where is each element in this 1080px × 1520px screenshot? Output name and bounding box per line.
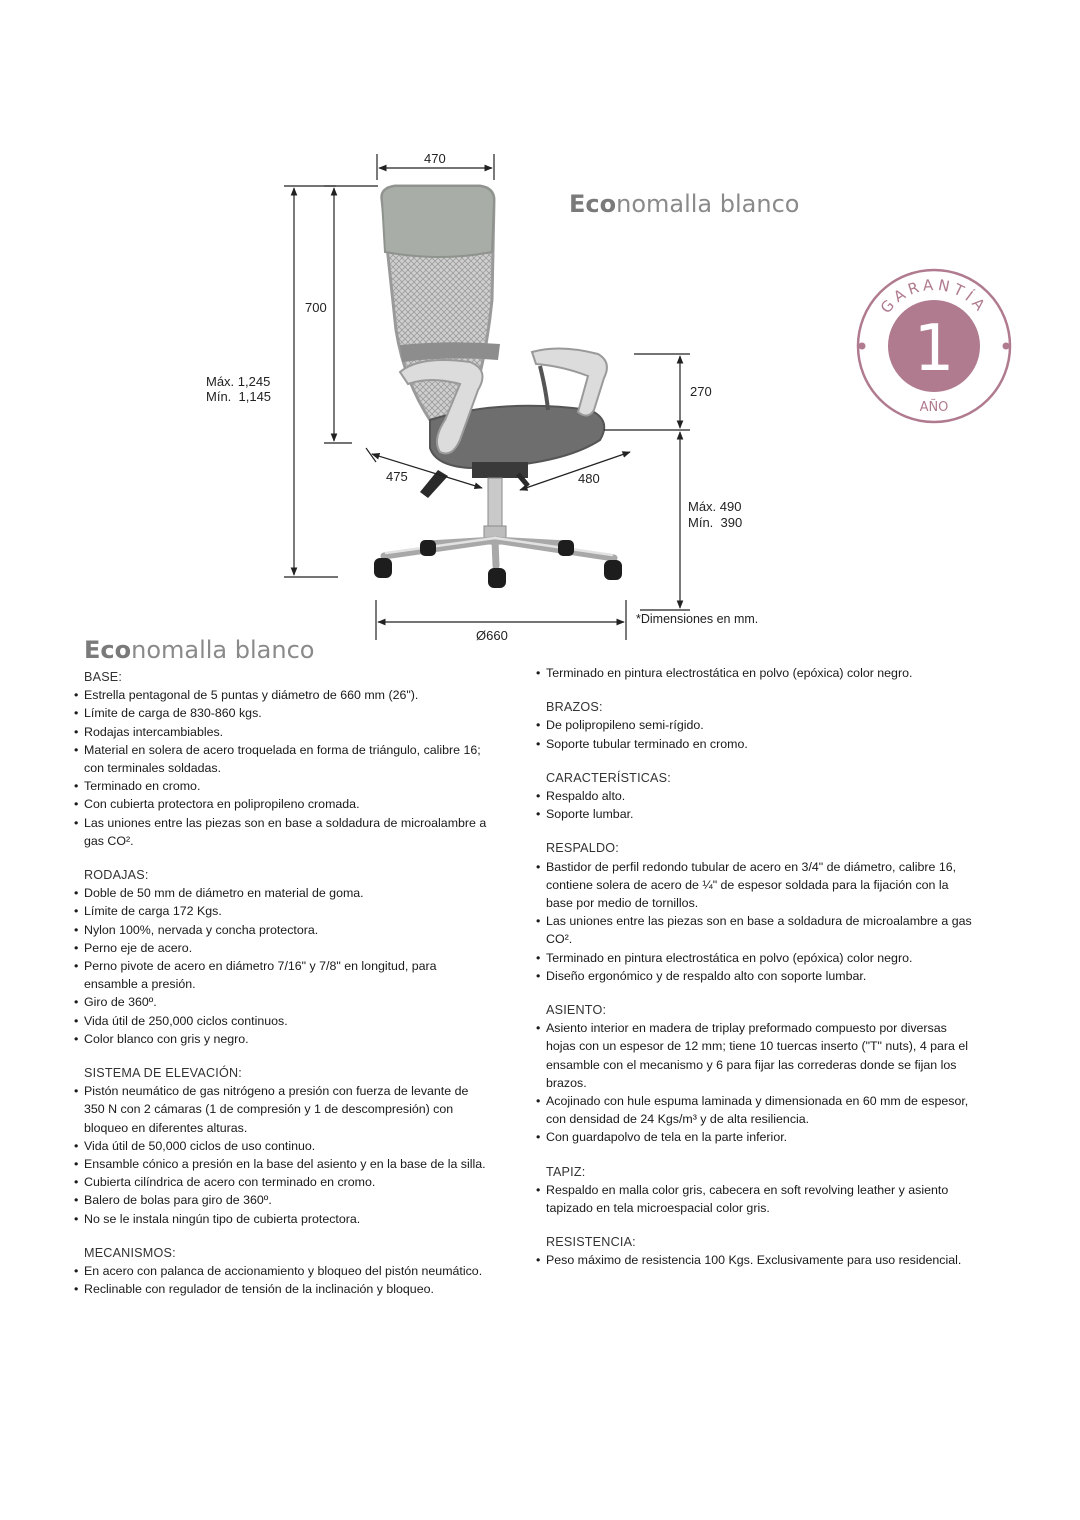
section-title: RESISTENCIA: [546, 1235, 636, 1250]
dim-seat-height-max: Máx. 490 [688, 499, 742, 514]
spec-item: • Reclinable con regulador de tensión de la inclinación y bloqueo. [74, 1280, 488, 1298]
warranty-bottom-text: AÑO [919, 400, 949, 415]
section-elevacion [74, 1064, 488, 1228]
spec-item: • Pistón neumático de gas nitrógeno a presión con fuerza de levante de 350 N con 2 cámaras (1 de compresión y 1 de descompresión) con bloqueo en diferentes alturas. [74, 1082, 488, 1137]
dimensions-note: *Dimensiones en mm. [636, 612, 759, 626]
section-rodajas [74, 866, 488, 1048]
spec-item: • Soporte tubular terminado en cromo. [536, 735, 976, 753]
spec-item: • Estrella pentagonal de 5 puntas y diámetro de 660 mm (26"). [74, 686, 488, 704]
spec-item: • Peso máximo de resistencia 100 Kgs. Exclusivamente para uso residencial. [536, 1251, 976, 1269]
section-tapiz [536, 1163, 976, 1218]
warranty-seal [852, 268, 1016, 424]
dim-arm-height: 270 [690, 384, 712, 399]
section-base-cont [536, 664, 976, 682]
title-brand: Eco [569, 190, 617, 218]
title-name: nomalla blanco [616, 190, 800, 218]
dim-seat-width: 480 [578, 471, 600, 486]
spec-item: • De polipropileno semi-rígido. [536, 716, 976, 734]
spec-item: • Las uniones entre las piezas son en base a soldadura de microalambre a gas CO². [536, 912, 976, 948]
section-base [74, 668, 488, 850]
spec-item: • Con guardapolvo de tela en la parte inferior. [536, 1128, 976, 1146]
section-title: MECANISMOS: [84, 1245, 176, 1260]
spec-item: • Soporte lumbar. [536, 805, 976, 823]
section-title: ASIENTO: [546, 1003, 607, 1018]
dim-total-height-max: Máx. 1,245 [206, 374, 271, 389]
spec-item: • Límite de carga de 830-860 kgs. [74, 704, 488, 722]
spec-item: • Cubierta cilíndrica de acero con terminado en cromo. [74, 1173, 488, 1191]
spec-item: • Giro de 360º. [74, 993, 488, 1011]
section-title: SISTEMA DE ELEVACIÓN: [84, 1066, 242, 1081]
spec-item: • Terminado en pintura electrostática en polvo (epóxica) color negro. [536, 664, 976, 682]
dim-seat-depth: 475 [386, 469, 408, 484]
spec-item: • Vida útil de 50,000 ciclos de uso continuo. [74, 1137, 488, 1155]
dim-back-height: 700 [305, 300, 327, 315]
spec-item: • Límite de carga 172 Kgs. [74, 902, 488, 920]
spec-item: • Perno pivote de acero en diámetro 7/16" y 7/8" en longitud, para ensamble a presión. [74, 957, 488, 993]
spec-item: • Terminado en cromo. [74, 777, 488, 795]
section-title: RESPALDO: [546, 841, 619, 856]
spec-item: • Terminado en pintura electrostática en polvo (epóxica) color negro. [536, 949, 976, 967]
star-base [384, 540, 614, 566]
section-asiento [536, 1001, 976, 1147]
spec-item: • No se le instala ningún tipo de cubierta protectora. [74, 1210, 488, 1228]
spec-item: • Doble de 50 mm de diámetro en material de goma. [74, 884, 488, 902]
section-title: CARACTERÍSTICAS: [546, 770, 671, 785]
section-mecanismos [74, 1244, 488, 1299]
spec-item: • Con cubierta protectora en polipropileno cromada. [74, 795, 488, 813]
title-name-2: nomalla blanco [131, 636, 315, 664]
spec-item: • Las uniones entre las piezas son en base a soldadura de microalambre a gas CO². [74, 814, 488, 850]
spec-item: • Material en solera de acero troquelada en forma de triángulo, calibre 16; con terminales soldadas. [74, 741, 488, 777]
section-resistencia [536, 1233, 976, 1269]
dim-base-diameter: Ø660 [476, 628, 508, 643]
section-brazos [536, 698, 976, 753]
spec-item: • Perno eje de acero. [74, 939, 488, 957]
spec-item: • Nylon 100%, nervada y concha protectora. [74, 921, 488, 939]
spec-item: • Color blanco con gris y negro. [74, 1030, 488, 1048]
section-caracteristicas [536, 769, 976, 824]
spec-item: • Ensamble cónico a presión en la base del asiento y en la base de la silla. [74, 1155, 488, 1173]
spec-item: • Asiento interior en madera de triplay preformado compuesto por diversas hojas con un espesor de 12 mm; tiene 10 tuercas inserto ("T" nuts), 4 para el ensamble con el mecanismo y 6 para fijar las correderas donde se fijan los brazos. [536, 1019, 976, 1092]
spec-item: • Rodajas intercambiables. [74, 723, 488, 741]
warranty-number: 1 [913, 312, 955, 386]
spec-item: • En acero con palanca de accionamiento y bloqueo del pistón neumático. [74, 1262, 488, 1280]
warranty-top-text: GARANTÍA [876, 275, 992, 317]
section-title: TAPIZ: [546, 1164, 586, 1179]
spec-item: • Acojinado con hule espuma laminada y dimensionada en 60 mm de espesor, con densidad de 24 Kgs/m³ y de alta resiliencia. [536, 1092, 976, 1128]
product-title-top [569, 190, 799, 218]
spec-item: • Diseño ergonómico y de respaldo alto con soporte lumbar. [536, 967, 976, 985]
product-title-specs [84, 636, 314, 664]
spec-item: • Respaldo alto. [536, 787, 976, 805]
spec-item: • Vida útil de 250,000 ciclos continuos. [74, 1012, 488, 1030]
specs-right-column [536, 664, 976, 1270]
spec-item: • Bastidor de perfil redondo tubular de acero en 3/4" de diámetro, calibre 16, contiene solera de acero de ¼" de espesor soldada para la fijación con la base por medio de tornillos. [536, 858, 976, 913]
specs-left-column [74, 668, 488, 1299]
section-title: RODAJAS: [84, 868, 149, 883]
dim-width-top: 470 [424, 151, 446, 166]
spec-item: • Respaldo en malla color gris, cabecera en soft revolving leather y asiento tapizado en tela microespacial color gris. [536, 1181, 976, 1217]
title-brand-2: Eco [84, 636, 132, 664]
dim-seat-height-min: Mín. 390 [688, 515, 743, 530]
spec-item: • Balero de bolas para giro de 360º. [74, 1191, 488, 1209]
section-title: BASE: [84, 670, 123, 684]
dim-total-height-min: Mín. 1,145 [206, 389, 272, 404]
section-respaldo [536, 839, 976, 985]
section-title: BRAZOS: [546, 700, 603, 715]
